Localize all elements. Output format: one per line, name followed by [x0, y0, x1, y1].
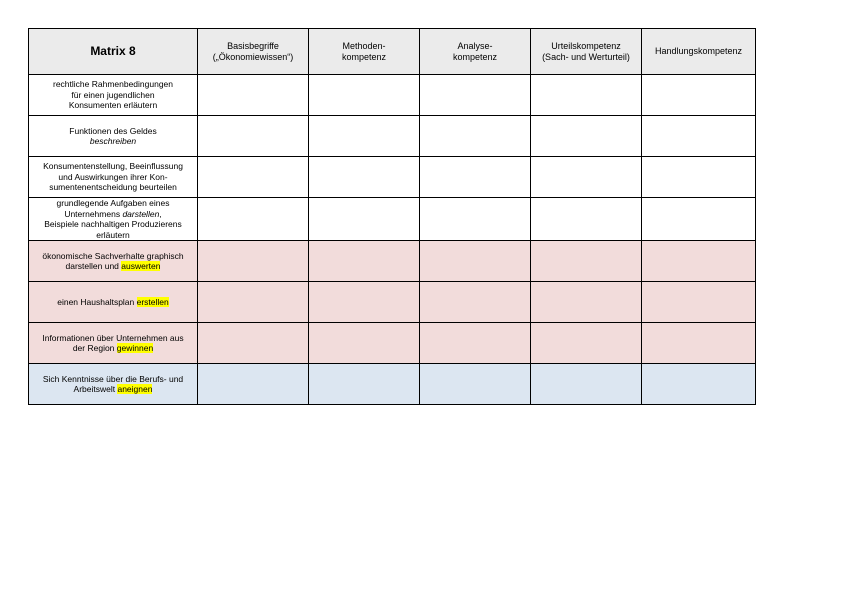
- table-row: [29, 198, 756, 241]
- table-cell: [309, 241, 420, 282]
- table-cell: [198, 282, 309, 323]
- row-label: einen Haushaltsplan erstellen: [29, 282, 198, 323]
- table-cell: [642, 157, 756, 198]
- table-cell: [309, 198, 420, 241]
- table-cell: [198, 323, 309, 364]
- table-cell: [420, 241, 531, 282]
- table-cell: [309, 157, 420, 198]
- table-cell: [198, 241, 309, 282]
- table-cell: [309, 364, 420, 405]
- row-label: Konsumentenstellung, Beeinflussung und Auswirkungen ihrer Kon- sumentenentscheidung beurteilen: [29, 157, 198, 198]
- table-row: [29, 323, 756, 364]
- column-header-analysekompetenz: Analyse- kompetenz: [420, 29, 531, 75]
- competence-matrix-table: [28, 28, 756, 405]
- table-row: [29, 241, 756, 282]
- highlighted-verb: erstellen: [136, 296, 169, 307]
- highlighted-verb: gewinnen: [116, 343, 154, 353]
- table-cell: [309, 282, 420, 323]
- table-cell: [642, 116, 756, 157]
- table-row: [29, 364, 756, 405]
- table-cell: [198, 75, 309, 116]
- table-row: [29, 116, 756, 157]
- table-cell: [531, 157, 642, 198]
- row-label: Informationen über Unternehmen aus der Region gewinnen: [29, 323, 198, 364]
- row-label: ökonomische Sachverhalte graphisch darstellen und auswerten: [29, 241, 198, 282]
- table-cell: [642, 364, 756, 405]
- table-cell: [420, 198, 531, 241]
- table-cell: [531, 241, 642, 282]
- column-header-handlungskompetenz: Handlungskompetenz: [642, 29, 756, 75]
- row-label: rechtliche Rahmenbedingungen für einen jugendlichen Konsumenten erläutern: [29, 75, 198, 116]
- table-cell: [198, 116, 309, 157]
- table-cell: [531, 282, 642, 323]
- table-cell: [420, 282, 531, 323]
- table-cell: [420, 75, 531, 116]
- table-cell: [309, 75, 420, 116]
- table-cell: [642, 282, 756, 323]
- table-cell: [642, 75, 756, 116]
- table-cell: [420, 157, 531, 198]
- column-header-urteilskompetenz: Urteilskompetenz (Sach- und Werturteil): [531, 29, 642, 75]
- column-header-methodenkompetenz: Methoden- kompetenz: [309, 29, 420, 75]
- table-cell: [531, 116, 642, 157]
- table-cell: [309, 323, 420, 364]
- highlighted-verb: auswerten: [121, 261, 161, 271]
- row-label: Funktionen des Geldes beschreiben: [29, 116, 198, 157]
- table-cell: [420, 116, 531, 157]
- table-cell: [642, 241, 756, 282]
- highlighted-verb: aneignen: [117, 384, 153, 394]
- table-cell: [420, 364, 531, 405]
- matrix-title: Matrix 8: [29, 29, 198, 75]
- table-cell: [531, 323, 642, 364]
- row-label: grundlegende Aufgaben eines Unternehmens darstellen, Beispiele nachhaltigen Produzierens erläutern: [29, 198, 198, 241]
- table-row: [29, 157, 756, 198]
- table-cell: [642, 323, 756, 364]
- row-label: Sich Kenntnisse über die Berufs- und Arbeitswelt aneignen: [29, 364, 198, 405]
- header-row: [29, 29, 756, 75]
- table-cell: [198, 364, 309, 405]
- table-row: [29, 75, 756, 116]
- table-cell: [531, 198, 642, 241]
- table-cell: [198, 157, 309, 198]
- table-cell: [642, 198, 756, 241]
- table-cell: [198, 198, 309, 241]
- column-header-basisbegriffe: Basisbegriffe („Ökonomiewissen“): [198, 29, 309, 75]
- table-row: [29, 282, 756, 323]
- table-cell: [420, 323, 531, 364]
- table-cell: [531, 75, 642, 116]
- table-cell: [531, 364, 642, 405]
- table-cell: [309, 116, 420, 157]
